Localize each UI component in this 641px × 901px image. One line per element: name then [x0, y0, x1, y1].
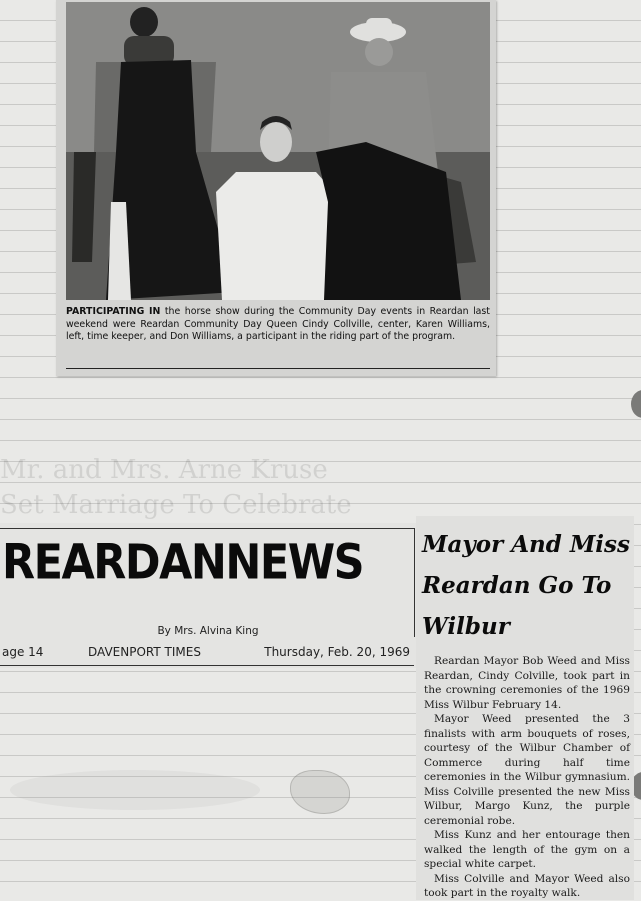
- woman-coat: [216, 172, 334, 300]
- masthead-byline: By Mrs. Alvina King: [157, 625, 259, 637]
- horse-show-photo: [66, 2, 490, 300]
- photo-scene-drawing: [66, 2, 490, 300]
- folio-page: age 14: [2, 645, 44, 659]
- bleed-through-text-1: Mr. and Mrs. Arne Kruse: [0, 455, 328, 485]
- cowboy-hat-crown: [366, 18, 392, 34]
- caption-text: the horse show during the Community Day events in Reardan last weekend were Reardan Community Day Queen Cindy Collville, center, Karen Williams, left, time keeper, and Don Williams, a participant in the riding part of the program.: [66, 306, 490, 343]
- left-rider-leg: [72, 152, 96, 262]
- woman-face: [260, 122, 292, 162]
- bleed-through-text-2: Set Marriage To Celebrate: [0, 490, 352, 520]
- article-body: [424, 654, 630, 901]
- caption-rule: [66, 368, 490, 369]
- folio-date: Thursday, Feb. 20, 1969: [264, 645, 410, 659]
- masthead-title: REARDANNEWS: [2, 535, 364, 591]
- page-stain: [290, 770, 350, 814]
- right-rider-head: [365, 38, 393, 66]
- article-paragraph: Mayor Weed presented the 3 finalists with arm bouquets of roses, courtesy of the Wilbur Chamber of Commerce during half time ceremonies in the Wilbur gymnasium. Miss Colville presented the new Miss Wilbur, Margo Kunz, the purple ceremonial robe.: [424, 713, 630, 827]
- article-paragraph: Reardan Mayor Bob Weed and Miss Reardan, Cindy Colville, took part in the crowning ceremonies of the 1969 Miss Wilbur February 14.: [424, 655, 630, 711]
- folio-paper-name: DAVENPORT TIMES: [88, 645, 201, 659]
- article-clipping: [416, 516, 634, 900]
- binder-ring-top: [631, 390, 641, 418]
- masthead-clipping: [0, 523, 416, 668]
- left-rider-head: [130, 7, 158, 37]
- caption-lead: PARTICIPATING IN: [66, 306, 161, 317]
- photo-clipping: [56, 0, 496, 376]
- article-paragraph: Miss Kunz and her entourage then walked the length of the gym on a special white carpet.: [424, 829, 630, 870]
- folio-row: [0, 643, 414, 666]
- article-headline: Mayor And Miss Reardan Go To Wilbur: [422, 531, 630, 640]
- article-paragraph: Miss Colville and Mayor Weed also took part in the royalty walk.: [424, 872, 630, 899]
- page-smudge: [10, 770, 260, 810]
- photo-caption: [66, 306, 490, 344]
